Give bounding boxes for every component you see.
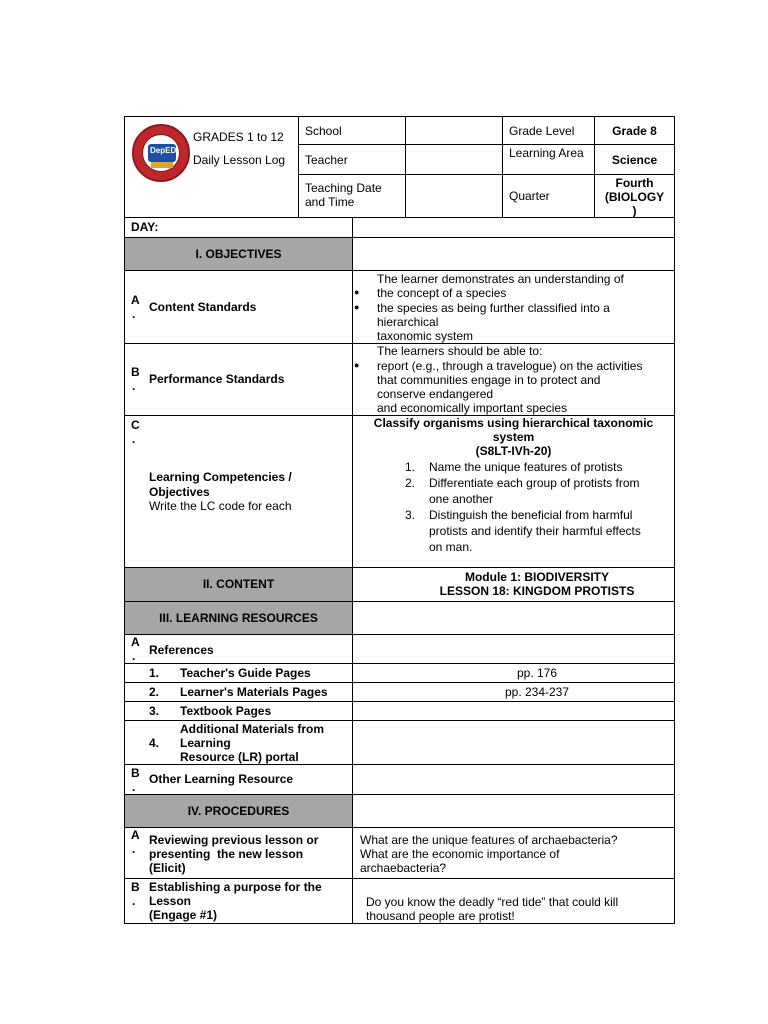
quarter-value-line1: Fourth (615, 176, 654, 190)
resource-row-value-cell (352, 701, 675, 721)
resource-row-value: pp. 176 (516, 666, 558, 680)
competencies-heading-line1: Classify organisms using hierarchical taxonomic (373, 416, 654, 430)
day-label: DAY: (131, 220, 159, 234)
content-standards-intro: The learner demonstrates an understanding of (377, 272, 624, 286)
quarter-value-line2: (BIOLOGY (604, 190, 665, 204)
content-module: Module 1: BIODIVERSITY (464, 570, 609, 584)
deped-seal-logo: DepED (132, 124, 190, 182)
bullet-icon: ● (354, 287, 360, 297)
resource-row-value: pp. 234-237 (504, 685, 570, 699)
references-letter: A (131, 635, 140, 649)
performance-standards-intro: The learners should be able to: (377, 344, 543, 358)
performance-standards-letter: B (131, 365, 140, 379)
day-value-cell (352, 217, 675, 238)
date-label: Teaching Date and Time (305, 181, 382, 209)
objectives-value-cell (352, 237, 675, 271)
grade-value: Grade 8 (612, 124, 657, 138)
performance-standards-line4: and economically important species (377, 401, 568, 415)
competencies-label-line2: Objectives (149, 485, 210, 499)
resource-row-number: 3. (149, 704, 160, 718)
date-value-cell (405, 174, 503, 218)
resource-row-label: Teacher's Guide Pages (180, 666, 311, 680)
content-standards-letter: A (131, 293, 140, 307)
bullet-icon: ● (354, 360, 360, 370)
additional-materials-num: 4. (149, 736, 160, 750)
reviewing-text-line1: What are the unique features of archaebacteria? (360, 833, 618, 847)
content-lesson: LESSON 18: KINGDOM PROTISTS (439, 584, 635, 598)
performance-standards-line1: report (e.g., through a travelogue) on the activities (377, 359, 643, 373)
additional-materials-line3: Resource (LR) portal (180, 750, 299, 764)
other-resource-value-cell (352, 764, 675, 795)
reviewing-label-line2: presenting the new lesson (149, 847, 304, 861)
header-title-line1: GRADES 1 to 12 (193, 130, 284, 144)
additional-materials-line2: Learning (180, 736, 231, 750)
additional-materials-line1: Additional Materials from (180, 722, 325, 736)
competencies-heading-line2: system (492, 430, 535, 444)
competency-item-text: on man. (429, 540, 473, 554)
competencies-code: (S8LT-IVh-20) (475, 444, 552, 458)
other-resource-letter: B (131, 766, 140, 780)
procedures-heading: IV. PROCEDURES (187, 804, 290, 818)
content-standards-label: Content Standards (149, 300, 257, 314)
purpose-text-line1: Do you know the deadly “red tide” that could kill (366, 895, 619, 909)
resource-row-label: Textbook Pages (180, 704, 272, 718)
reviewing-text-line2: What are the economic importance of (360, 847, 560, 861)
bullet-icon: ● (354, 302, 360, 312)
content-standards-bullet1: the concept of a species (377, 286, 507, 300)
reviewing-letter: A (131, 828, 140, 842)
performance-standards-line2: that communities engage in to protect and (377, 373, 601, 387)
resource-row-number: 1. (149, 666, 160, 680)
competency-item-number: 3. (405, 508, 416, 522)
quarter-label: Quarter (509, 189, 550, 203)
performance-standards-label: Performance Standards (149, 372, 285, 386)
purpose-label-line2: Lesson (149, 894, 192, 908)
content-standards-bullet2-line2: hierarchical (377, 315, 439, 329)
school-label: School (305, 124, 342, 138)
resource-row-label: Learner's Materials Pages (180, 685, 328, 699)
teacher-label: Teacher (305, 153, 348, 167)
quarter-value-line3: ) (632, 204, 637, 218)
competencies-label-line3: Write the LC code for each (149, 499, 292, 513)
grade-label: Grade Level (509, 124, 575, 138)
procedures-value-cell (352, 794, 675, 828)
purpose-letter: B (131, 880, 140, 894)
content-standards-bullet2-line1: the species as being further classified into a (377, 301, 610, 315)
references-value-cell (352, 634, 675, 664)
header-title-line2: Daily Lesson Log (193, 153, 286, 167)
competency-item-text: Distinguish the beneficial from harmful (429, 508, 633, 522)
resources-value-cell (352, 601, 675, 635)
purpose-text-line2: thousand people are protist! (366, 909, 515, 923)
references-label: References (149, 643, 214, 657)
competency-item-text: Differentiate each group of protists from (429, 476, 640, 490)
resource-row-number: 2. (149, 685, 160, 699)
objectives-heading: I. OBJECTIVES (195, 247, 282, 261)
other-resource-label: Other Learning Resource (149, 772, 294, 786)
area-value: Science (611, 153, 658, 167)
content-standards-bullet2-line3: taxonomic system (377, 329, 474, 343)
reviewing-label-line1: Reviewing previous lesson or (149, 833, 319, 847)
competency-item-text: protists and identify their harmful effects (429, 524, 641, 538)
performance-standards-line3: conserve endangered (377, 387, 494, 401)
purpose-label-line1: Establishing a purpose for the (149, 880, 322, 894)
competencies-letter: C (131, 418, 140, 432)
resources-heading: III. LEARNING RESOURCES (159, 611, 318, 625)
area-label: Learning Area (509, 146, 584, 160)
teacher-value-cell (405, 144, 503, 175)
day-cell (124, 217, 353, 238)
competencies-label-line1: Learning Competencies / (149, 470, 292, 484)
competency-item-text: Name the unique features of protists (429, 460, 623, 474)
content-heading: II. CONTENT (202, 577, 275, 591)
purpose-label-line3: (Engage #1) (149, 908, 218, 922)
additional-materials-value-cell (352, 720, 675, 765)
competency-item-text: one another (429, 492, 494, 506)
competency-item-number: 2. (405, 476, 416, 490)
reviewing-label-line3: (Elicit) (149, 861, 186, 875)
competency-item-number: 1. (405, 460, 416, 474)
school-value-cell (405, 116, 503, 145)
reviewing-text-line3: archaebacteria? (360, 861, 447, 875)
